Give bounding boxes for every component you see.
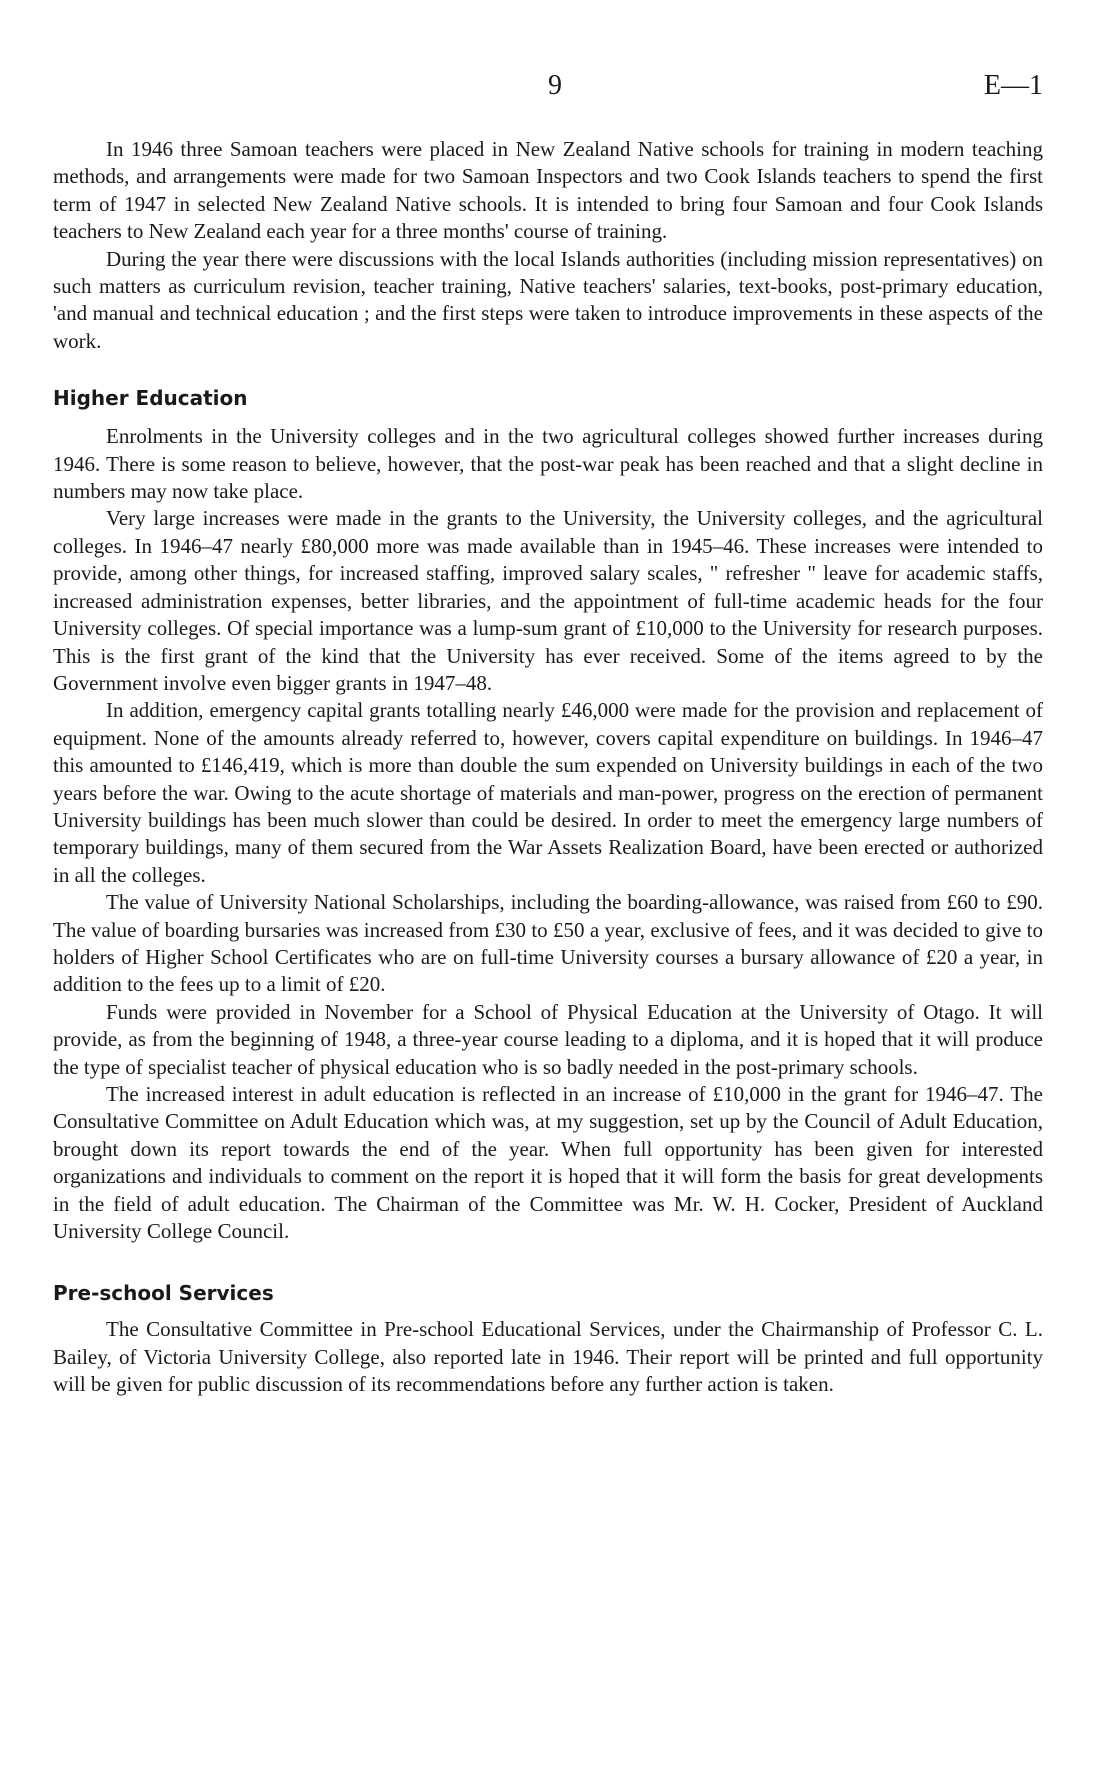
- document-reference: E—1: [983, 70, 1043, 101]
- intro-section: [53, 136, 1043, 355]
- paragraph: In addition, emergency capital grants totalling nearly £46,000 were made for the provision and replacement of equipment. None of the amounts already referred to, however, covers capital expenditure on buildings. In 1946–47 this amounted to £146,419, which is more than double the sum expended on University buildings in each of the two years before the war. Owing to the acute shortage of materials and man-power, progress on the erection of permanent University buildings has been much slower than could be desired. In order to meet the emergency large numbers of temporary buildings, many of them secured from the War Assets Realization Board, have been erected or authorized in all the colleges.: [53, 698, 1043, 887]
- paragraph: In 1946 three Samoan teachers were placed in New Zealand Native schools for training in modern teaching methods, and arrangements were made for two Samoan Inspectors and two Cook Islands teachers to spend the first term of 1947 in selected New Zealand Native schools. It is intended to bring four Samoan and four Cook Islands teachers to New Zealand each year for a three months' course of training.: [53, 137, 1043, 244]
- paragraph: The value of University National Scholarships, including the boarding-allowance, was raised from £60 to £90. The value of boarding bursaries was increased from £30 to £50 a year, exclusive of fees, and it was decided to give to holders of Higher School Certificates who are on full-time University courses a bursary allowance of £20 a year, in addition to the fees up to a limit of £20.: [53, 890, 1043, 997]
- section-heading: Higher Education: [53, 386, 248, 411]
- body-text: [53, 136, 1043, 1399]
- page-number: 9: [548, 70, 562, 101]
- paragraph: Funds were provided in November for a School of Physical Education at the University of Otago. It will provide, as from the beginning of 1948, a three-year course leading to a diploma, and it is hoped that it will produce the type of specialist teacher of physical education who is so badly needed in the post-primary schools.: [53, 999, 1043, 1079]
- paragraph: Enrolments in the University colleges and in the two agricultural colleges showed further increases during 1946. There is some reason to believe, however, that the post-war peak has been reached and that a slight decline in numbers may now take place.: [53, 424, 1043, 504]
- document-page: [53, 0, 1043, 1781]
- page-header: [53, 70, 1043, 110]
- section-heading: Pre-school Services: [53, 1281, 274, 1306]
- paragraph: Very large increases were made in the grants to the University, the University colleges, and the agricultural colleges. In 1946–47 nearly £80,000 more was made available than in 1945–46. These increases were intended to provide, among other things, for increased staffing, improved salary scales, " refresher " leave for academic staffs, increased administration expenses, better libraries, and the appointment of full-time academic heads for the four University colleges. Of special importance was a lump-sum grant of £10,000 to the University for research purposes. This is the first grant of the kind that the University has ever received. Some of the items agreed to by the Government involve even bigger grants in 1947–48.: [53, 506, 1043, 695]
- higher-education-section: [53, 385, 1043, 1245]
- paragraph: During the year there were discussions with the local Islands authorities (including mission representatives) on such matters as curriculum revision, teacher training, Native teachers' salaries, text-books, post-primary education, 'and manual and technical education ; and the first steps were taken to introduce improvements in these aspects of the work.: [53, 246, 1043, 353]
- paragraph: The Consultative Committee in Pre-school Educational Services, under the Chairmanship of Professor C. L. Bailey, of Victoria University College, also reported late in 1946. Their report will be printed and full opportunity will be given for public discussion of its recommendations before any further action is taken.: [53, 1317, 1043, 1397]
- preschool-services-section: [53, 1280, 1043, 1398]
- paragraph: The increased interest in adult education is reflected in an increase of £10,000 in the grant for 1946–47. The Consultative Committee on Adult Education which was, at my suggestion, set up by the Council of Adult Education, brought down its report towards the end of the year. When full opportunity has been given for interested organizations and individuals to comment on the report it is hoped that it will form the basis for great developments in the field of adult education. The Chairman of the Committee was Mr. W. H. Cocker, President of Auckland University College Council.: [53, 1082, 1043, 1244]
